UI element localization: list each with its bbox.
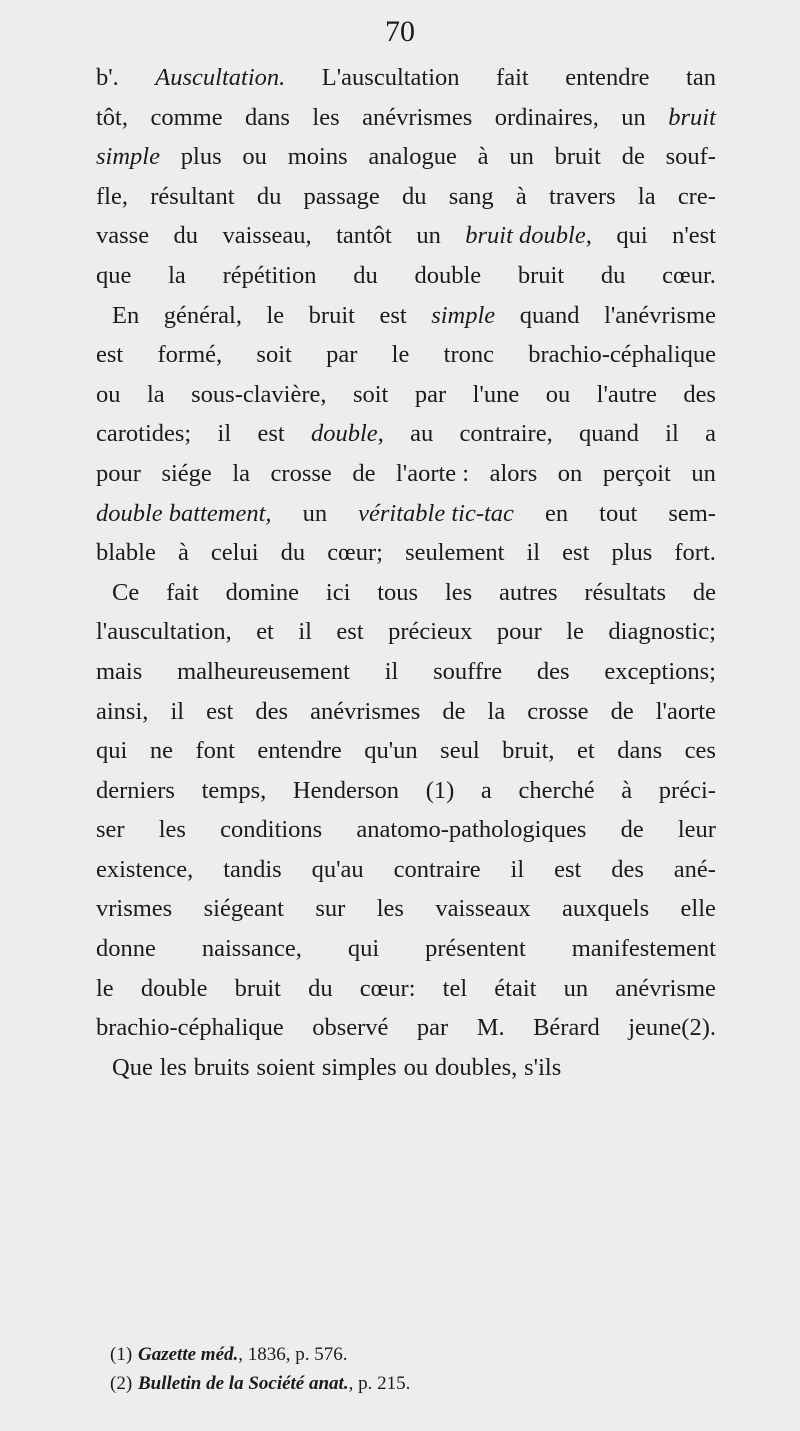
word: alors [489,459,538,487]
word: soient [256,1053,315,1081]
footnote-number: (1) [110,1344,133,1365]
word: à [621,776,633,804]
word: la [232,459,251,487]
word: il [384,657,399,685]
word: font [195,737,235,765]
word: Que [112,1053,153,1081]
text-line [96,98,716,138]
word: de [352,459,376,487]
text-line [96,731,716,771]
word: formé, [157,341,223,369]
word: fait [496,64,529,91]
word: la [487,697,506,725]
footnote [110,1369,670,1398]
word: moins [287,143,348,171]
body-text [96,58,716,1087]
word: domine [225,578,300,606]
word: anévrismes [310,697,421,725]
word: par [326,341,358,369]
word: qui [347,935,380,963]
word: l'autre [596,380,657,408]
word: naissance, [201,935,302,963]
word: des [611,855,644,883]
word: ou [403,1053,429,1081]
word: ordinaires, [494,103,599,131]
word: il [298,618,312,646]
word: le [391,341,410,369]
word: du [308,974,333,1002]
word: le [566,618,584,646]
text-line [96,177,716,217]
word: cre- [677,182,716,210]
word: brachio-céphalique [528,341,716,369]
word: véritable tic-tac [358,499,514,527]
footnote-source: Bulletin de la Société anat. [138,1373,349,1394]
word: bruit double, [465,222,592,250]
word: vaisseaux [435,895,531,923]
text-line [96,58,716,98]
word: Auscultation. [155,64,286,91]
text-line [96,296,716,336]
word: fle, [96,182,128,210]
word: des [536,657,570,685]
word: vaisseau, [222,222,312,250]
text-line [96,850,716,890]
word: en [544,499,569,527]
word: sur [315,895,346,923]
word: est [336,618,364,646]
text-line [96,533,716,573]
word: ané- [673,855,716,883]
word: tan [686,64,716,91]
word: de [621,143,645,171]
word: à [177,539,189,567]
word: tous [377,578,419,606]
word: ser [96,816,125,844]
word: dans [245,103,290,131]
word: tronc [443,341,494,369]
word: à [477,143,489,171]
text-line [96,929,716,969]
word: quand [579,420,639,448]
word: tôt, [96,103,128,131]
text-line [96,652,716,692]
word: par [416,1014,449,1042]
word: a [705,420,716,448]
word: mais [96,657,143,685]
word: qui [96,737,128,765]
text-line [96,494,716,534]
text-line [96,1048,716,1088]
word: malheureusement [177,657,350,685]
word: (1) [425,776,455,804]
text-line [96,969,716,1009]
word: les [376,895,404,923]
word: siégeant [203,895,284,923]
text-line [96,216,716,256]
word: diagnostic; [608,618,716,646]
word: dans [617,737,663,765]
word: comme [150,103,223,131]
word: n'est [672,222,716,250]
text-line [96,612,716,652]
word: du [256,182,282,210]
word: leur [677,816,716,844]
text-line [96,573,716,613]
word: est [379,301,407,329]
word: les [159,1053,187,1081]
word: tel [442,974,468,1002]
word: général, [163,301,242,329]
text-line [96,414,716,454]
word: entendre [257,737,342,765]
word: fait [166,578,199,606]
word: ne [149,737,173,765]
word: les [158,816,186,844]
word: cœur; [327,539,383,567]
footnote-reference: , 1836, p. 576. [238,1344,348,1365]
word: contraire, [459,420,553,448]
word: cœur: [359,974,416,1002]
word: l'anévrisme [604,301,716,329]
word: les [312,103,340,131]
word: l'une [472,380,520,408]
word: passage [303,182,380,210]
word: blable [96,539,156,567]
word: bruit [308,301,355,329]
word: l'auscultation, [96,618,232,646]
word: observé [312,1014,389,1042]
word: ou [545,380,571,408]
word: brachio-céphalique [96,1014,284,1042]
word: sem- [668,499,716,527]
word: tantôt [336,222,392,250]
word: auxquels [562,895,650,923]
footnote-source: Gazette méd. [138,1344,239,1365]
text-line [96,137,716,177]
word: de [692,578,716,606]
word: seulement [405,539,505,567]
word: du [600,261,626,289]
word: double [140,974,208,1002]
footnote-number: (2) [110,1373,133,1394]
word: le [266,301,285,329]
word: conditions [220,816,323,844]
word: on [557,459,583,487]
word: un [509,143,534,171]
word: résultats [584,578,666,606]
text-line [96,692,716,732]
word: derniers [96,776,175,804]
word: b'. [96,64,119,91]
word: du [401,182,427,210]
word: précieux [388,618,473,646]
word: soit [256,341,292,369]
word: des [255,697,289,725]
word: résultant [150,182,235,210]
word: de [442,697,466,725]
word: est [206,697,234,725]
word: bruit [554,143,601,171]
word: simple [431,301,496,329]
word: crosse [270,459,332,487]
word: analogue [368,143,457,171]
word: Henderson [292,776,400,804]
footnote-reference: , p. 215. [348,1373,411,1394]
word: autres [499,578,558,606]
word: temps, [201,776,267,804]
word: qui [616,222,648,250]
word: contraire [393,855,481,883]
word: double, [310,420,384,448]
word: pour [96,459,141,487]
word: siége [161,459,212,487]
word: carotides; [96,420,192,448]
word: anévrisme [615,974,716,1002]
word: l'aorte : [395,459,470,487]
footnotes [110,1340,670,1398]
word: celui [210,539,259,567]
word: bruit [668,103,716,131]
word: au [410,420,434,448]
word: s'ils [524,1053,562,1081]
word: simples [321,1053,397,1081]
word: manifestement [571,935,716,963]
word: préci- [658,776,716,804]
word: elle [680,895,716,923]
word: En [112,301,140,329]
word: ainsi, [96,697,149,725]
word: cherché [518,776,595,804]
word: Ce [112,578,140,606]
word: par [414,380,447,408]
word: vasse [96,222,150,250]
word: M. [476,1014,505,1042]
word: tandis [223,855,282,883]
word: bruit [234,974,281,1002]
word: cœur. [662,261,716,289]
word: anévrismes [362,103,473,131]
word: Bérard [533,1014,600,1042]
word: répétition [222,261,317,289]
word: anatomo-pathologiques [356,816,587,844]
word: il [170,697,185,725]
word: fort. [674,539,716,567]
word: plus [180,143,222,171]
word: ou [96,380,121,408]
word: est [554,855,582,883]
word: présentent [425,935,526,963]
word: à [515,182,527,210]
word: bruit, [502,737,555,765]
word: seul [440,737,480,765]
word: soit [352,380,389,408]
word: ici [325,578,351,606]
word: l'aorte [655,697,716,725]
text-line [96,454,716,494]
word: il [665,420,679,448]
word: du [280,539,306,567]
word: plus [611,539,653,567]
word: donne [96,935,156,963]
word: tout [599,499,638,527]
word: souffre [433,657,503,685]
word: que [96,261,132,289]
word: les [444,578,473,606]
word: sang [448,182,494,210]
word: double [414,261,482,289]
word: entendre [565,64,650,91]
word: un [621,103,646,131]
word: doubles, [434,1053,518,1081]
text-line [96,810,716,850]
word: L'auscultation [321,64,460,91]
word: quand [519,301,580,329]
word: du [353,261,378,289]
word: qu'un [364,737,418,765]
word: et [577,737,595,765]
word: la [168,261,186,289]
word: des [683,380,716,408]
word: ou [242,143,267,171]
word: du [173,222,199,250]
word: double battement, [96,499,272,527]
word: jeune(2). [628,1014,716,1042]
footnote [110,1340,670,1369]
word: le [96,974,114,1002]
word: était [494,974,537,1002]
word: est [257,420,285,448]
word: existence, [96,855,194,883]
word: de [610,697,634,725]
word: travers [548,182,616,210]
word: souf- [665,143,716,171]
word: a [480,776,492,804]
text-line [96,256,716,296]
word: un [691,459,716,487]
word: vrismes [96,895,173,923]
word: crosse [527,697,589,725]
text-line [96,889,716,929]
word: bruit [517,261,565,289]
word: sous-clavière, [191,380,327,408]
word: il [217,420,232,448]
word: la [637,182,656,210]
word: qu'au [311,855,364,883]
word: un [563,974,589,1002]
page-number: 70 [385,15,415,48]
word: exceptions; [604,657,716,685]
word: il [526,539,541,567]
word: un [416,222,441,250]
word: la [146,380,165,408]
word: simple [96,143,160,171]
word: est [96,341,124,369]
text-line [96,1008,716,1048]
word: un [302,499,328,527]
word: ces [684,737,716,765]
text-line [96,335,716,375]
word: pour [496,618,542,646]
text-line [96,771,716,811]
word: il [510,855,525,883]
word: et [256,618,274,646]
word: bruits [193,1053,250,1081]
word: perçoit [602,459,671,487]
text-line [96,375,716,415]
word: de [620,816,644,844]
word: est [562,539,590,567]
